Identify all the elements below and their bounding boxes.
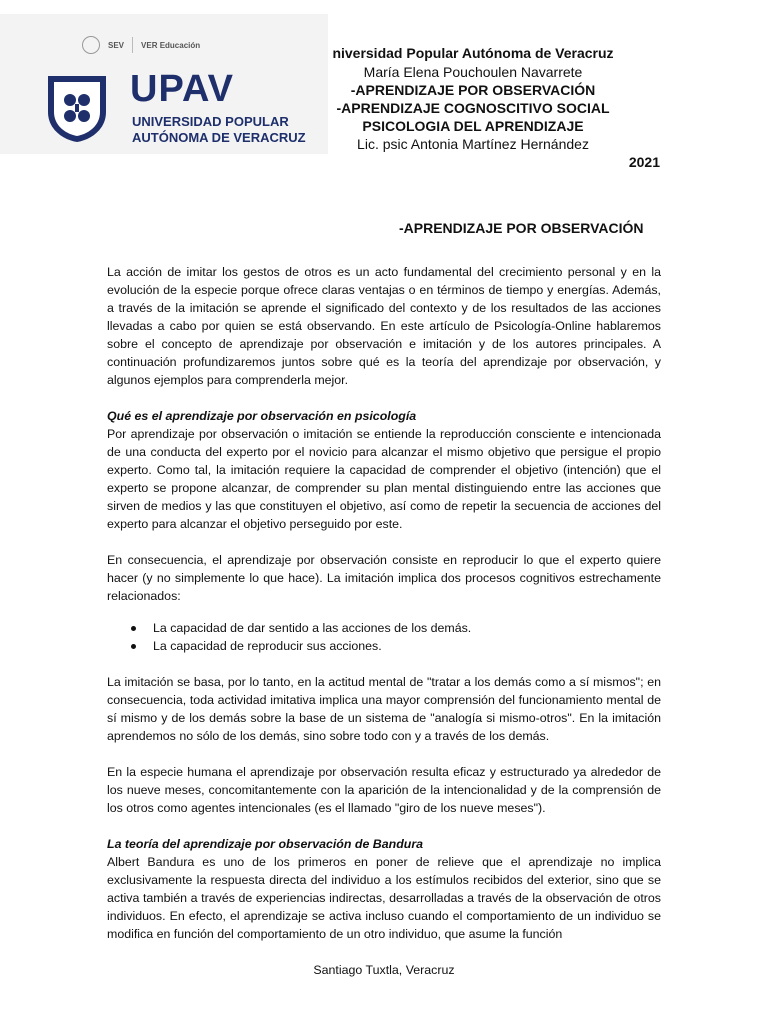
upav-shield-icon: [44, 72, 110, 144]
section-heading-1: Qué es el aprendizaje por observación en psicología: [107, 409, 417, 423]
topic-two: -APRENDIZAJE COGNOSCITIVO SOCIAL: [336, 100, 610, 116]
page-footer: Santiago Tuxtla, Veracruz: [313, 963, 455, 977]
document-title: -APRENDIZAJE POR OBSERVACIÓN: [399, 220, 644, 236]
topic-one: -APRENDIZAJE POR OBSERVACIÓN: [350, 82, 596, 98]
paragraph-consequence: En consecuencia, el aprendizaje por observación consiste en reproducir lo que el experto quiere hacer (y no simplemente lo que hace). La imitación implica dos procesos cognitivos estrechamente relacionados:: [107, 553, 661, 603]
university-name: niversidad Popular Autónoma de Veracruz: [332, 45, 614, 61]
logo-banner: [0, 14, 328, 154]
upav-logo-text: UPAV: [130, 68, 234, 110]
upav-sub-line-2: AUTÓNOMA DE VERACRUZ: [132, 130, 306, 145]
document-body: [107, 263, 661, 943]
paragraph-definition: Por aprendizaje por observación o imitación se entiende la reproducción consciente e intencionada de una conducta del experto por el novicio para alcanzar el mismo objetivo que persigue el propio experto. Como tal, la imitación requiere la capacidad de comprender el objetivo (intención) que el experto se propone alcanzar, de comprender su plan mental distinguiendo entre las acciones que sirven de medios y las que constituyen el objetivo, así como de repetir la secuencia de acciones del experto para alcanzar el objetivo perseguido por este.: [107, 427, 661, 531]
course-name: PSICOLOGIA DEL APRENDIZAJE: [362, 118, 584, 134]
list-item: La capacidad de reproducir sus acciones.: [153, 637, 661, 655]
list-item: La capacidad de dar sentido a las acciones de los demás.: [153, 619, 661, 637]
bullet-list: [107, 619, 661, 655]
student-name: María Elena Pouchoulen Navarrete: [363, 64, 583, 80]
upav-sub-line-1: UNIVERSIDAD POPULAR: [132, 114, 289, 129]
paragraph-intro: La acción de imitar los gestos de otros es un acto fundamental del crecimiento personal y en la evolución de la especie porque ofrece claras ventajas o en términos de tiempo y energías. Además, a través de la imitación se aprende el significado del contexto y de los resultados de las acciones llevadas a cabo por quien se está observando. En este artículo de Psicología-Online hablaremos sobre el concepto de aprendizaje por observación e imitación y de los autores principales. A continuación profundizaremos juntos sobre qué es la teoría del aprendizaje por observación, y algunos ejemplos para comprenderla mejor.: [107, 265, 661, 387]
paragraph-nine-months: En la especie humana el aprendizaje por observación resulta eficaz y estructurado ya alrededor de los nueve meses, concomitantemente con la aparición de la intencionalidad y de la comprensión de los otros como agentes intencionales (es el llamado "giro de los nueve meses").: [107, 765, 661, 815]
sev-logo: SEV: [108, 40, 125, 50]
upav-logo-subtitle: [132, 114, 306, 146]
year: 2021: [628, 154, 660, 170]
logo-divider: [132, 37, 133, 53]
section-heading-2: La teoría del aprendizaje por observación de Bandura: [107, 837, 424, 851]
paragraph-imitation: La imitación se basa, por lo tanto, en la actitud mental de "tratar a los demás como a sí mismos"; en consecuencia, toda actividad imitativa implica una mayor comprensión del funcionamiento mental de sí mismo y de los demás sobre la base de un sistema de "analogía si mismo-otros". En la imitación aprendemos no sólo de los demás, sino sobre todo con y a través de los demás.: [107, 675, 661, 743]
veracruz-seal-icon: [82, 36, 100, 54]
ver-educacion-logo: VER Educación: [141, 40, 201, 50]
government-logos: [82, 36, 200, 54]
teacher-name: Lic. psic Antonia Martínez Hernández: [357, 136, 589, 152]
paragraph-bandura: Albert Bandura es uno de los primeros en poner de relieve que el aprendizaje no implica exclusivamente la respuesta directa del individuo a los estímulos recibidos del exterior, sino que se activa también a través de experiencias indirectas, desarrolladas a través de la observación de otros individuos. En efecto, el aprendizaje se activa incluso cuando el comportamiento de un individuo se modifica en función del comportamiento de un otro individuo, que asume la función: [107, 855, 661, 941]
